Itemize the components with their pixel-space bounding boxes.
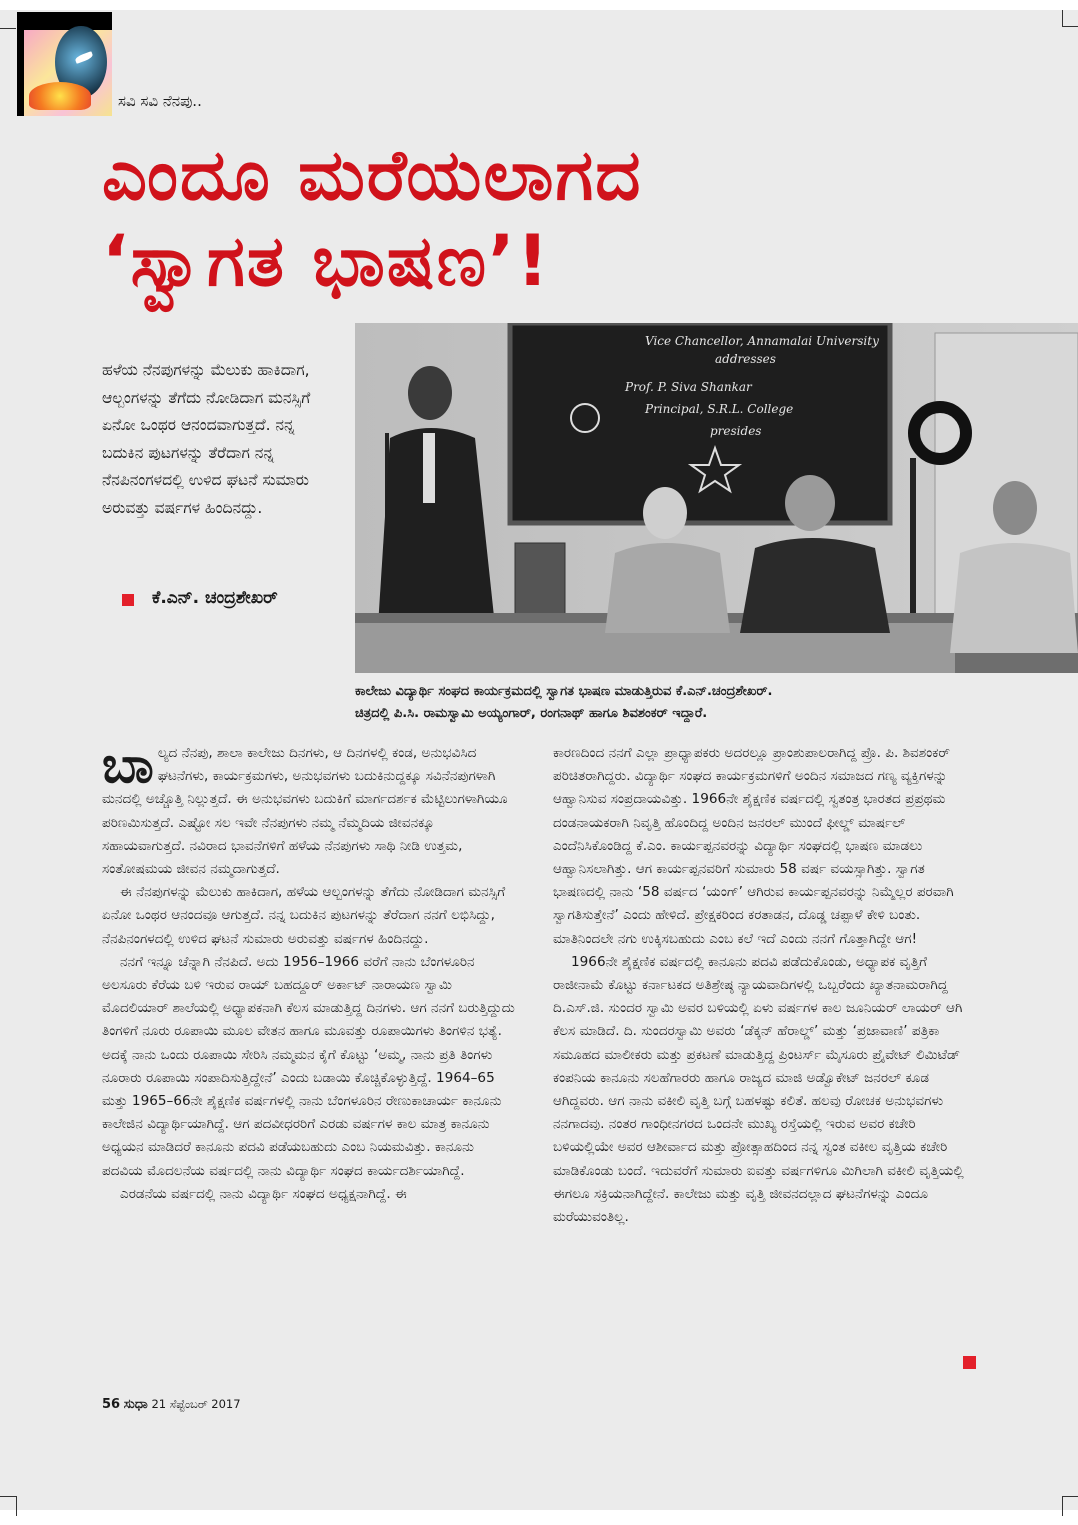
body-paragraph: ಕಾರಣದಿಂದ ನನಗೆ ಎಲ್ಲಾ ಪ್ರಾಧ್ಯಾಪಕರು ಅದರಲ್ಲೂ ಪ್ರಾಂಶುಪಾಲರಾಗಿದ್ದ ಪ್ರೊ. ಪಿ. ಶಿವಶಂಕರ್ ಪರಿಚಿತರಾಗಿದ್ದರು. ವಿದ್ಯಾರ್ಥಿ ಸಂಘದ ಕಾರ್ಯಕ್ರಮಗಳಿಗೆ ಅಂದಿನ ಸಮಾಜದ ಗಣ್ಯ ವ್ಯಕ್ತಿಗಳನ್ನು ಆಹ್ವಾನಿಸುವ ಸಂಪ್ರದಾಯವಿತ್ತು. 1966ನೇ ಶೈಕ್ಷಣಿಕ ವರ್ಷದಲ್ಲಿ ಸ್ವತಂತ್ರ ಭಾರತದ ಪ್ರಪ್ರಥಮ ದಂಡನಾಯಕರಾಗಿ ನಿವೃತ್ತಿ ಹೊಂದಿದ್ದ ಅಂದಿನ ಜನರಲ್ ಮುಂದೆ ಫೀಲ್ಡ್ ಮಾರ್ಷಲ್ ಎಂದೆನಿಸಿಕೊಂಡಿದ್ದ ಕೆ.ಎಂ. ಕಾರ್ಯಪ್ಪನವರನ್ನು ವಿದ್ಯಾರ್ಥಿ ಸಂಘದಲ್ಲಿ ಭಾಷಣ ಮಾಡಲು ಆಹ್ವಾನಿಸಲಾಗಿತ್ತು. ಆಗ ಕಾರ್ಯಪ್ಪನವರಿಗೆ ಸುಮಾರು 58 ವರ್ಷ ವಯಸ್ಸಾಗಿತ್ತು. ಸ್ವಾಗತ ಭಾಷಣದಲ್ಲಿ ನಾನು ‘58 ವರ್ಷದ ‘ಯಂಗ್’ ಆಗಿರುವ ಕಾರ್ಯಪ್ಪನವರನ್ನು ನಿಮ್ಮೆಲ್ಲರ ಪರವಾಗಿ ಸ್ವಾಗತಿಸುತ್ತೇನೆ’ ಎಂದು ಹೇಳಿದೆ. ಪ್ರೇಕ್ಷಕರಿಂದ ಕರತಾಡನ, ದೊಡ್ಡ ಚಪ್ಪಾಳೆ ಕೇಳಿ ಬಂತು. ಮಾತಿನಿಂದಲೇ ನಗು ಉಕ್ಕಿಸಬಹುದು ಎಂಬ ಕಲೆ ಇದೆ ಎಂದು ನನಗೆ ಗೊತ್ತಾಗಿದ್ದೇ ಆಗ! [553, 745, 954, 947]
section-logo-icon [17, 12, 112, 116]
red-square-marker [122, 594, 134, 606]
article-intro: ಹಳೆಯ ನೆನಪುಗಳನ್ನು ಮೆಲುಕು ಹಾಕಿದಾಗ, ಆಲ್ಬಂಗಳನ್ನು ತೆಗೆದು ನೋಡಿದಾಗ ಮನಸ್ಸಿಗೆ ಏನೋ ಒಂಥರ ಆನಂದವಾಗುತ್ತದೆ. ನನ್ನ ಬದುಕಿನ ಪುಟಗಳನ್ನು ತೆರೆದಾಗ ನನ್ನ ನೆನಪಿನಂಗಳದಲ್ಲಿ ಉಳಿದ ಘಟನೆ ಸುಮಾರು ಅರುವತ್ತು ವರ್ಷಗಳ ಹಿಂದಿನದ್ದು. [102, 361, 311, 517]
crop-mark [0, 1496, 16, 1497]
section-label: ಸವಿ ಸವಿ ನೆನಪು.. [118, 92, 202, 110]
body-paragraph: ನನಗೆ ಇನ್ನೂ ಚೆನ್ನಾಗಿ ನೆನಪಿದೆ. ಅದು 1956–1966 ವರೆಗೆ ನಾನು ಬೆಂಗಳೂರಿನ ಅಲಸೂರು ಕೆರೆಯ ಬಳಿ ಇರುವ ರಾಯ್ ಬಹದ್ದೂರ್ ಅರ್ಕಾಟ್ ನಾರಾಯಣ ಸ್ವಾಮಿ ಮೊದಲಿಯಾರ್ ಶಾಲೆಯಲ್ಲಿ ಅಧ್ಯಾಪಕನಾಗಿ ಕೆಲಸ ಮಾಡುತ್ತಿದ್ದ ದಿನಗಳು. ಆಗ ನನಗೆ ಬರುತ್ತಿದ್ದುದು ತಿಂಗಳಿಗೆ ನೂರು ರೂಪಾಯಿ ಮೂಲ ವೇತನ ಹಾಗೂ ಮೂವತ್ತು ರೂಪಾಯಿಗಳು ತಿಂಗಳಿನ ಭತ್ಯೆ. ಅದಕ್ಕೆ ನಾನು ಒಂದು ರೂಪಾಯಿ ಸೇರಿಸಿ ನಮ್ಮಮನ ಕೈಗೆ ಕೊಟ್ಟು ‘ಅಮ್ಮ, ನಾನು ಪ್ರತಿ ತಿಂಗಳು ನೂರಾರು ರೂಪಾಯಿ ಸಂಪಾದಿಸುತ್ತಿದ್ದೇನೆ’ ಎಂದು ಬಡಾಯಿ ಕೊಚ್ಚಿಕೊಳ್ಳುತ್ತಿದ್ದೆ. 1964–65 ಮತ್ತು 1965–66ನೇ ಶೈಕ್ಷಣಿಕ ವರ್ಷಗಳಲ್ಲಿ ನಾನು ಬೆಂಗಳೂರಿನ ರೇಣುಕಾಚಾರ್ಯ ಕಾನೂನು ಕಾಲೇಜಿನ ವಿದ್ಯಾರ್ಥಿಯಾಗಿದ್ದೆ. ಆಗ ಪದವೀಧರರಿಗೆ ಎರಡು ವರ್ಷಗಳ ಕಾಲ ಮಾತ್ರ ಕಾನೂನು ಅಧ್ಯಯನ ಮಾಡಿದರೆ ಕಾನೂನು ಪದವಿ ಪಡೆಯಬಹುದು ಎಂಬ ನಿಯಮವಿತ್ತು. ಕಾನೂನು ಪದವಿಯ ಮೊದಲನೆಯ ವರ್ಷದಲ್ಲಿ ನಾನು ವಿದ್ಯಾರ್ಥಿ ಸಂಘದ ಕಾರ್ಯದರ್ಶಿಯಾಗಿದ್ದೆ. [102, 953, 515, 1179]
blackboard-text: Prof. P. Siva Shankar [625, 380, 752, 394]
page-footer [102, 1397, 241, 1412]
page-number: 56 [102, 1397, 121, 1412]
caption-line-1: ಕಾಲೇಜು ವಿದ್ಯಾರ್ಥಿ ಸಂಘದ ಕಾರ್ಯಕ್ರಮದಲ್ಲಿ ಸ್ವಾಗತ ಭಾಷಣ ಮಾಡುತ್ತಿರುವ ಕೆ.ಎನ್.ಚಂದ್ರಶೇಖರ್. [355, 684, 773, 699]
crop-mark [16, 1496, 17, 1516]
photo-caption [355, 681, 975, 725]
author-byline [124, 588, 278, 608]
article-title [102, 132, 643, 304]
title-line-2: ‘ಸ್ವಾಗತ ಭಾಷಣ’! [102, 220, 551, 302]
author-name: ಕೆ.ಎನ್. ಚಂದ್ರಶೇಖರ್ [152, 588, 278, 608]
body-paragraph: ಈ ನೆನಪುಗಳನ್ನು ಮೆಲುಕು ಹಾಕಿದಾಗ, ಹಳೆಯ ಆಲ್ಬಂಗಳನ್ನು ತೆಗೆದು ನೋಡಿದಾಗ ಮನಸ್ಸಿಗೆ ಏನೋ ಒಂಥರ ಆನಂದವೂ ಆಗುತ್ತದೆ. ನನ್ನ ಬದುಕಿನ ಪುಟಗಳನ್ನು ತೆರೆದಾಗ ನನಗೆ ಲಭಿಸಿದ್ದು, ನೆನಪಿನಂಗಳದಲ್ಲಿ ಉಳಿದ ಘಟನೆ ಸುಮಾರು ಅರುವತ್ತು ವರ್ಷಗಳ ಹಿಂದಿನದ್ದು. [102, 884, 506, 947]
blackboard-text: Vice Chancellor, Annamalai University [645, 334, 879, 348]
blackboard-text: presides [710, 424, 762, 438]
issue-date: 21 ಸೆಪ್ಟೆಂಬರ್ 2017 [151, 1397, 241, 1411]
body-paragraph: ಎರಡನೆಯ ವರ್ಷದಲ್ಲಿ ನಾನು ವಿದ್ಯಾರ್ಥಿ ಸಂಘದ ಅಧ್ಯಕ್ಷನಾಗಿದ್ದೆ. ಈ [120, 1185, 407, 1202]
crop-mark [1062, 1496, 1078, 1497]
blackboard-text: Principal, S.R.L. College [645, 402, 794, 416]
body-column-1 [102, 736, 517, 1206]
title-line-1: ಎಂದೂ ಮರೆಯಲಾಗದ [102, 134, 643, 216]
crop-mark [1062, 10, 1063, 26]
magazine-name: ಸುಧಾ [123, 1397, 148, 1412]
crop-mark [1062, 1496, 1063, 1516]
blackboard-text: addresses [715, 352, 776, 366]
crop-mark [0, 28, 16, 29]
photo-illustration [355, 323, 1078, 673]
paragraph-text: ಲ್ಯದ ನೆನಪು, ಶಾಲಾ ಕಾಲೇಜು ದಿನಗಳು, ಆ ದಿನಗಳಲ್ಲಿ ಕಂಡ, ಅನುಭವಿಸಿದ ಘಟನೆಗಳು, ಕಾರ್ಯಕ್ರಮಗಳು, ಅನುಭವಗಳು ಬದುಕಿನುದ್ದಕ್ಕೂ ಸವಿನೆನಪುಗಳಾಗಿ ಮನದಲ್ಲಿ ಅಚ್ಚೊತ್ತಿ ನಿಲ್ಲುತ್ತದೆ. ಈ ಅನುಭವಗಳು ಬದುಕಿಗೆ ಮಾರ್ಗದರ್ಶಕ ಮೆಟ್ಟಿಲುಗಳಾಗಿಯೂ ಪರಿಣಮಿಸುತ್ತದೆ. ಎಷ್ಟೋ ಸಲ ಇವೇ ನೆನಪುಗಳು ನಮ್ಮ ನೆಮ್ಮದಿಯ ಜೀವನಕ್ಕೂ ಸಹಾಯವಾಗುತ್ತದೆ. ನವಿರಾದ ಭಾವನೆಗಳಿಗೆ ಹಳೆಯ ನೆನಪುಗಳು ಸಾಥಿ ನೀಡಿ ಉತ್ತಮ, ಸಂತೋಷಮಯ ಜೀವನ ನಮ್ಮದಾಗುತ್ತದೆ. [102, 745, 508, 878]
end-of-article-marker [963, 1356, 976, 1369]
article-photo [355, 323, 1078, 673]
caption-line-2: ಚಿತ್ರದಲ್ಲಿ ಪಿ.ಸಿ. ರಾಮಸ್ವಾಮಿ ಅಯ್ಯಂಗಾರ್, ರಂಗನಾಥ್ ಹಾಗೂ ಶಿವಶಂಕರ್ ಇದ್ದಾರೆ. [355, 706, 708, 721]
drop-cap: ಬಾ [102, 736, 154, 794]
body-paragraph [102, 736, 517, 881]
body-paragraph: 1966ನೇ ಶೈಕ್ಷಣಿಕ ವರ್ಷದಲ್ಲಿ ಕಾನೂನು ಪದವಿ ಪಡೆದುಕೊಂಡು, ಅಧ್ಯಾಪಕ ವೃತ್ತಿಗೆ ರಾಜೀನಾಮೆ ಕೊಟ್ಟು ಕರ್ನಾಟಕದ ಅತಿಶ್ರೇಷ್ಠ ನ್ಯಾಯವಾದಿಗಳಲ್ಲಿ ಒಬ್ಬರೆಂದು ಖ್ಯಾತನಾಮರಾಗಿದ್ದ ದಿ.ಎಸ್.ಜಿ. ಸುಂದರ ಸ್ವಾಮಿ ಅವರ ಬಳಿಯಲ್ಲಿ ಏಳು ವರ್ಷಗಳ ಕಾಲ ಜೂನಿಯರ್ ಲಾಯರ್ ಆಗಿ ಕೆಲಸ ಮಾಡಿದೆ. ದಿ. ಸುಂದರಸ್ವಾಮಿ ಅವರು ‘ಡೆಕ್ಕನ್ ಹೆರಾಲ್ಡ್’ ಮತ್ತು ‘ಪ್ರಜಾವಾಣಿ’ ಪತ್ರಿಕಾ ಸಮೂಹದ ಮಾಲೀಕರು ಮತ್ತು ಪ್ರಕಟಣೆ ಮಾಡುತ್ತಿದ್ದ ಪ್ರಿಂಟರ್ಸ್ ಮೈಸೂರು ಪ್ರೈವೇಟ್ ಲಿಮಿಟೆಡ್ ಕಂಪನಿಯ ಕಾನೂನು ಸಲಹೆಗಾರರು ಹಾಗೂ ರಾಜ್ಯದ ಮಾಜಿ ಅಡ್ವೊಕೇಟ್ ಜನರಲ್ ಕೂಡ ಆಗಿದ್ದವರು. ಆಗ ನಾನು ವಕೀಲಿ ವೃತ್ತಿ ಬಗ್ಗೆ ಬಹಳಷ್ಟು ಕಲಿತೆ. ಹಲವು ರೋಚಕ ಅನುಭವಗಳು ನನಗಾದವು. ನಂತರ ಗಾಂಧೀನಗರದ ಒಂದನೇ ಮುಖ್ಯ ರಸ್ತೆಯಲ್ಲಿ ಇರುವ ಅವರ ಕಚೇರಿ ಬಳಿಯಲ್ಲಿಯೇ ಅವರ ಆಶೀರ್ವಾದ ಮತ್ತು ಪ್ರೋತ್ಸಾಹದಿಂದ ನನ್ನ ಸ್ವಂತ ವಕೀಲ ವೃತ್ತಿಯ ಕಚೇರಿ ಮಾಡಿಕೊಂಡು ಬಂದೆ. ಇದುವರೆಗೆ ಸುಮಾರು ಐವತ್ತು ವರ್ಷಗಳಿಗೂ ಮಿಗಿಲಾಗಿ ವಕೀಲಿ ವೃತ್ತಿಯಲ್ಲಿ ಈಗಲೂ ಸಕ್ರಿಯನಾಗಿದ್ದೇನೆ. ಕಾಲೇಜು ಮತ್ತು ವೃತ್ತಿ ಜೀವನದಲ್ಲಾದ ಘಟನೆಗಳನ್ನು ಎಂದೂ ಮರೆಯುವಂತಿಲ್ಲ. [553, 953, 964, 1226]
body-column-2 [553, 742, 978, 1229]
crop-mark [1062, 26, 1078, 27]
